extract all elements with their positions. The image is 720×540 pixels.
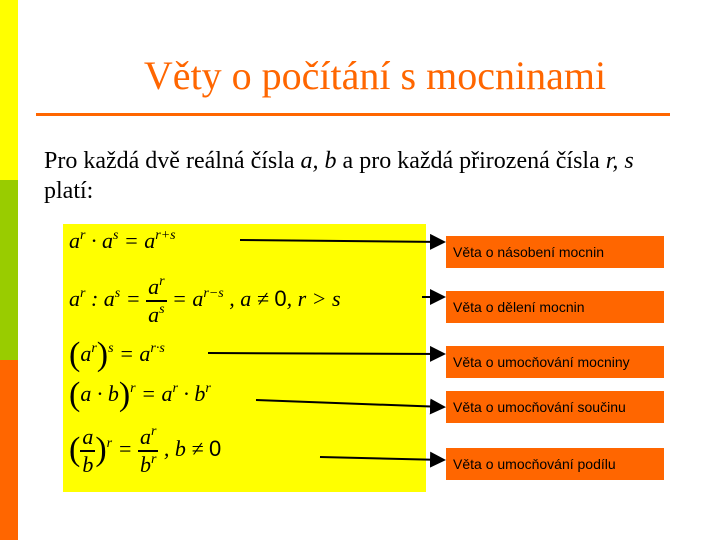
label-power-of-quotient: Věta o umocňování podílu [446,448,664,480]
arrow-power-of-power [208,353,444,354]
label-division: Věta o dělení mocnin [446,291,664,323]
slide-title: Věty o počítání s mocninami [143,53,607,98]
formula-power-of-quotient: ( $\frac{a}{b}$ )$^r$ = $\frac{a^r}{b^r}$ , b ≠ 0 [69,424,222,477]
formula-division: $a^r$ : $a^s$ = $\frac{a^r}{a^s}$ = $a^{r-s}$ , a ≠ 0, r > s [69,274,341,327]
label-power-of-power: Věta o umocňování mocniny [446,346,664,378]
formula-multiplication: $a^r \cdot a^s = a^{r+s}$ [69,228,176,253]
formula-power-of-power: $(a^r)^s = a^{r\cdot s}$ [69,336,165,373]
intro-part2: a pro každá přirozená čísla [336,148,606,174]
arrow-multiplication [240,240,444,242]
intro-vars-rs: r, s [605,148,634,174]
arrow-power-of-product [256,400,444,407]
intro-vars-ab: a, b [300,148,337,174]
arrow-power-of-quotient [320,457,444,460]
formula-power-of-product: $(a \cdot b)^r = a^r \cdot b^r$ [69,376,211,413]
label-power-of-product: Věta o umocňování součinu [446,391,664,423]
label-multiplication: Věta o násobení mocnin [446,236,664,268]
intro-part1: Pro každá dvě reálná čísla [44,148,301,174]
intro-part3: platí: [44,178,94,204]
